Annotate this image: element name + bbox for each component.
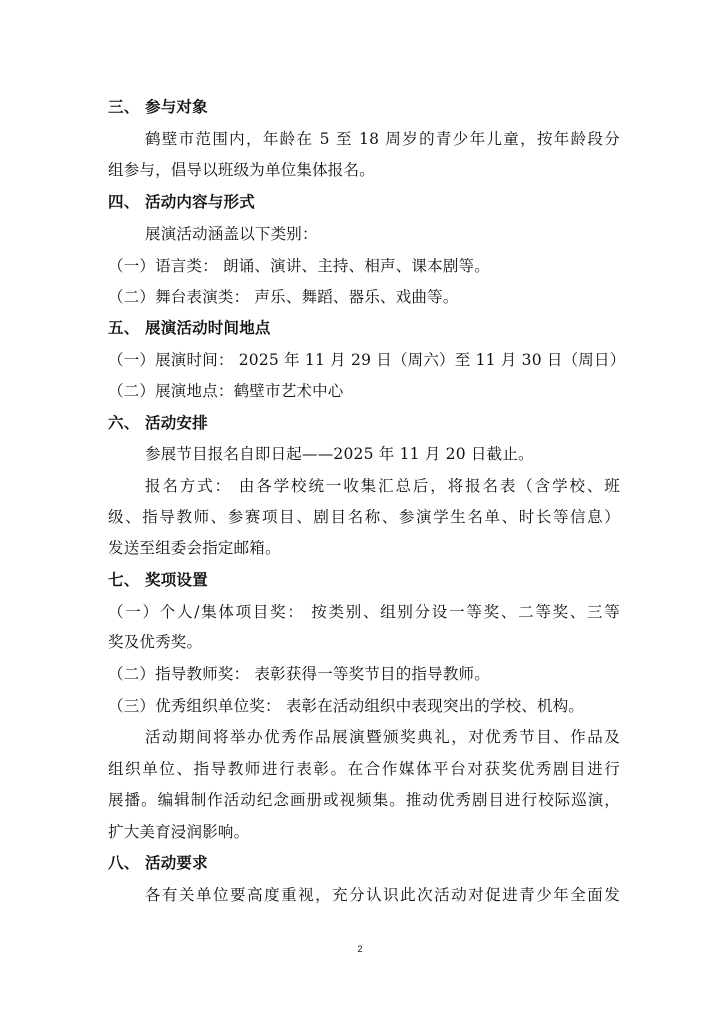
paragraph-line: 组参与，倡导以班级为单位集体报名。 xyxy=(108,161,375,179)
list-item-award-organization: （三）优秀组织单位奖： 表彰在活动组织中表现突出的学校、机构。 xyxy=(108,697,585,715)
paragraph-line: 发送至组委会指定邮箱。 xyxy=(108,539,281,557)
paragraph-line: 扩大美育浸润影响。 xyxy=(108,823,250,841)
paragraph-line: 展演活动涵盖以下类别： xyxy=(145,225,318,243)
section-heading-3: 三、 参与对象 xyxy=(108,98,208,116)
page-number: 2 xyxy=(357,944,363,954)
paragraph-line: 各有关单位要高度重视，充分认识此次活动对促进青少年全面发 xyxy=(145,886,620,904)
section-heading-6: 六、 活动安排 xyxy=(108,414,208,432)
section-heading-7: 七、 奖项设置 xyxy=(108,571,208,589)
paragraph-line: 级、指导教师、参赛项目、剧目名称、参演学生名单、时长等信息） xyxy=(108,508,620,526)
paragraph-line: 报名方式： 由各学校统一收集汇总后，将报名表（含学校、班 xyxy=(145,477,620,495)
paragraph-line: 奖及优秀奖。 xyxy=(108,633,203,651)
section-heading-4: 四、 活动内容与形式 xyxy=(108,193,255,211)
paragraph-line: 组织单位、指导教师进行表彰。在合作媒体平台对获奖优秀剧目进行 xyxy=(108,760,620,778)
list-item-language: （一）语言类： 朗诵、演讲、主持、相声、课本剧等。 xyxy=(108,257,490,275)
paragraph-line: 展播。编辑制作活动纪念画册或视频集。推动优秀剧目进行校际巡演， xyxy=(108,791,620,809)
list-item-award-teacher: （二）指导教师奖： 表彰获得一等奖节目的指导教师。 xyxy=(108,665,490,683)
list-item-award-individual: （一）个人/集体项目奖： 按类别、组别分设一等奖、二等奖、三等 xyxy=(108,603,620,621)
section-heading-8: 八、 活动要求 xyxy=(108,854,208,872)
list-item-location: （二）展演地点：鹤壁市艺术中心 xyxy=(108,382,344,400)
paragraph-line: 鹤壁市范围内，年龄在 5 至 18 周岁的青少年儿童，按年龄段分 xyxy=(145,130,620,148)
paragraph-line: 活动期间将举办优秀作品展演暨颁奖典礼，对优秀节目、作品及 xyxy=(145,728,620,746)
paragraph-line: 参展节目报名自即日起——2025 年 11 月 20 日截止。 xyxy=(145,445,534,463)
list-item-stage: （二）舞台表演类： 声乐、舞蹈、器乐、戏曲等。 xyxy=(108,288,459,306)
list-item-time: （一）展演时间： 2025 年 11 月 29 日（周六）至 11 月 30 日（周日） xyxy=(108,351,626,369)
section-heading-5: 五、 展演活动时间地点 xyxy=(108,319,271,337)
